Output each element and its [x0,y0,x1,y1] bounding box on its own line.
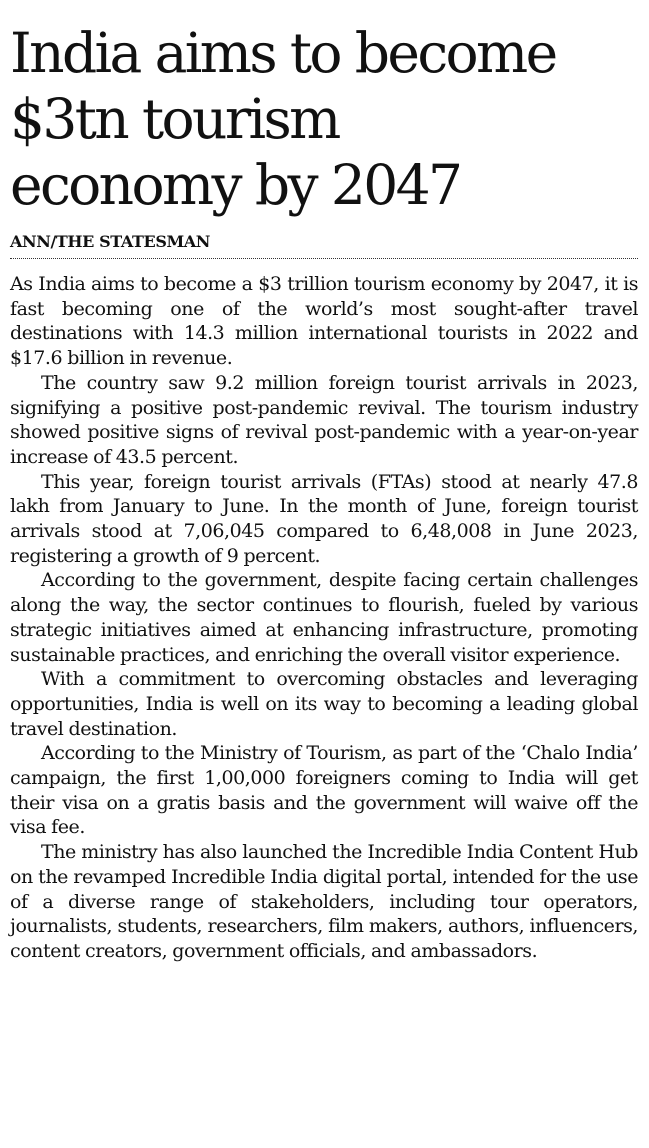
headline-line: economy by 2047 [10,153,461,217]
paragraph: As India aims to become a $3 trillion tourism economy by 2047, it is fast becoming one of the world’s most sought-after travel destinations with 14.3 million international tourists in 2022 and $17.6 billion in revenue. [10,273,638,370]
paragraph: This year, foreign tourist arrivals (FTAs) stood at nearly 47.8 lakh from January to June. In the month of June, foreign tourist arrivals stood at 7,06,045 compared to 6,48,008 in June 2023, registering a growth of 9 percent. [10,470,638,567]
headline-line: India aims to become [10,21,556,85]
article-body [10,272,638,964]
paragraph: The ministry has also launched the Incredible India Content Hub on the revamped Incredible India digital portal, intended for the use of a diverse range of stakeholders, including tour operators, journalists, students, researchers, film makers, authors, influencers, content creators, government officials, and ambassadors. [10,841,638,962]
headline-line: $3tn tourism [10,87,339,151]
news-article [10,20,638,964]
byline: ANN/THE STATESMAN [10,232,211,251]
paragraph: According to the Ministry of Tourism, as part of the ‘Chalo India’ campaign, the first 1,00,000 foreigners coming to India will get their visa on a gratis basis and the government will waive off the visa fee. [10,742,638,839]
paragraph: According to the government, despite facing certain challenges along the way, the sector continues to flourish, fueled by various strategic initiatives aimed at enhancing infrastructure, promoting sustainable practices, and enriching the overall visitor experience. [10,569,638,666]
paragraph: The country saw 9.2 million foreign tourist arrivals in 2023, signifying a positive post-pandemic revival. The tourism industry showed positive signs of revival post-pandemic with a year-on-year increase of 43.5 percent. [10,371,638,468]
dotted-divider [10,258,638,259]
headline [10,20,638,218]
paragraph: With a commitment to overcoming obstacles and leveraging opportunities, India is well on its way to becoming a leading global travel destination. [10,668,638,740]
